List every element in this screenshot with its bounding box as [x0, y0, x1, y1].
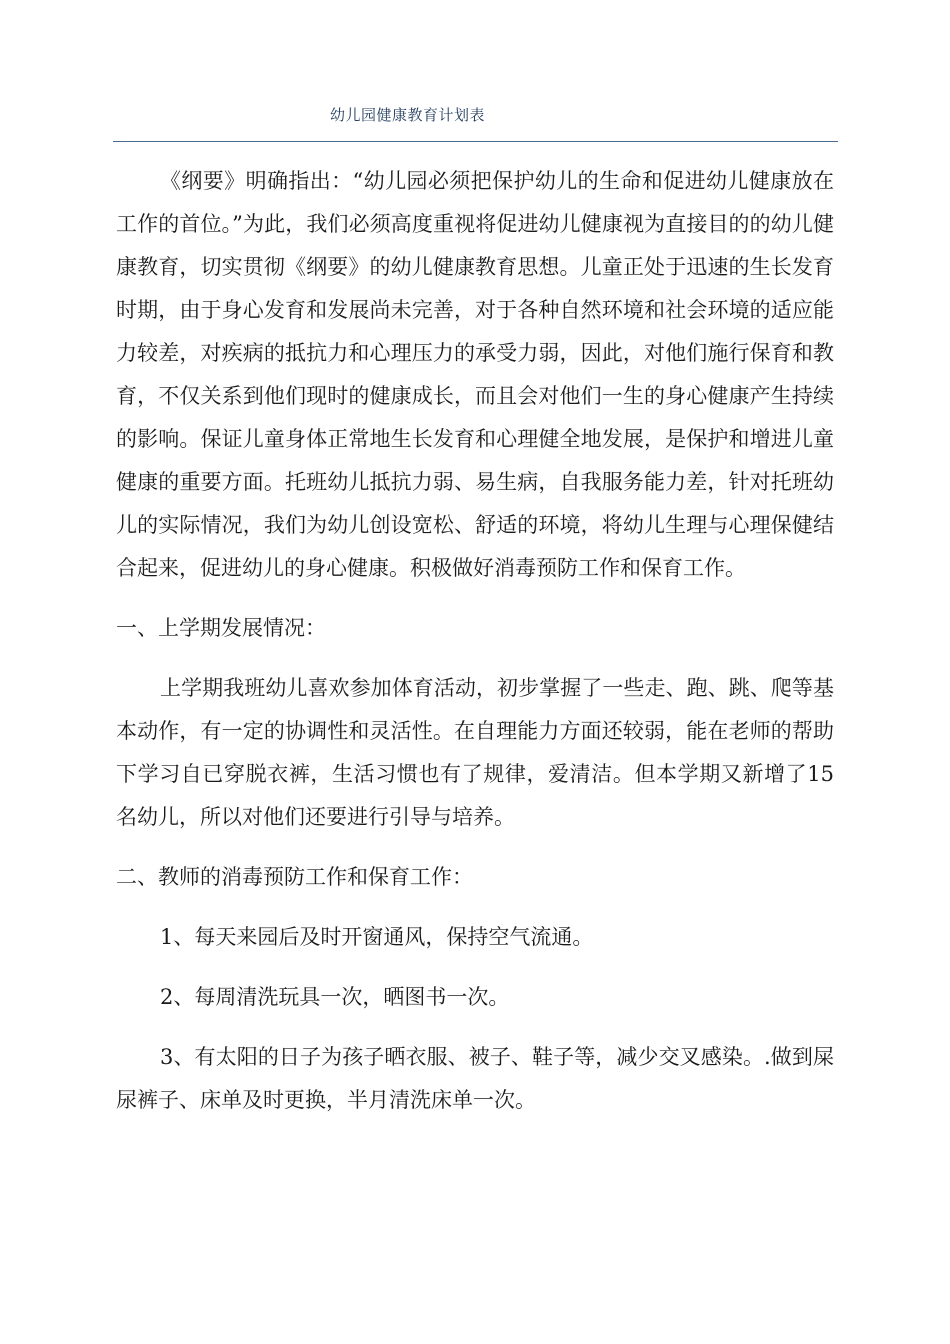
list-item-1: 1、每天来园后及时开窗通风，保持空气流通。: [160, 925, 594, 949]
list-item-3: 3、有太阳的日子为孩子晒衣服、被子、鞋子等，减少交叉感染。.做到屎尿裤子、床单及时更换，半月清洗床单一次。: [116, 1045, 834, 1112]
document-body: [116, 160, 834, 1122]
section-heading-1: 一、上学期发展情况：: [116, 616, 326, 640]
header-divider: [113, 141, 838, 142]
section-1-paragraph: 上学期我班幼儿喜欢参加体育活动，初步掌握了一些走、跑、跳、爬等基本动作，有一定的协调性和灵活性。在自理能力方面还较弱，能在老师的帮助下学习自已穿脱衣裤，生活习惯也有了规律，爱清洁。但本学期又新增了15名幼儿，所以对他们还要进行引导与培养。: [116, 676, 834, 829]
section-heading-2: 二、教师的消毒预防工作和保育工作：: [116, 865, 473, 889]
list-item-2: 2、每周清洗玩具一次，晒图书一次。: [160, 985, 510, 1009]
intro-paragraph: 《纲要》明确指出：“幼儿园必须把保护幼儿的生命和促进幼儿健康放在工作的首位。”为此，我们必须高度重视将促进幼儿健康视为直接目的的幼儿健康教育，切实贯彻《纲要》的幼儿健康教育思想。儿童正处于迅速的生长发育时期，由于身心发育和发展尚未完善，对于各种自然环境和社会环境的适应能力较差，对疾病的抵抗力和心理压力的承受力弱，因此，对他们施行保育和教育，不仅关系到他们现时的健康成长，而且会对他们一生的身心健康产生持续的影响。保证儿童身体正常地生长发育和心理健全地发展，是保护和增进儿童健康的重要方面。托班幼儿抵抗力弱、易生病，自我服务能力差，针对托班幼儿的实际情况，我们为幼儿创设宽松、舒适的环境，将幼儿生理与心理保健结合起来，促进幼儿的身心健康。积极做好消毒预防工作和保育工作。: [116, 169, 834, 580]
page-header-title: 幼儿园健康教育计划表: [330, 106, 486, 124]
